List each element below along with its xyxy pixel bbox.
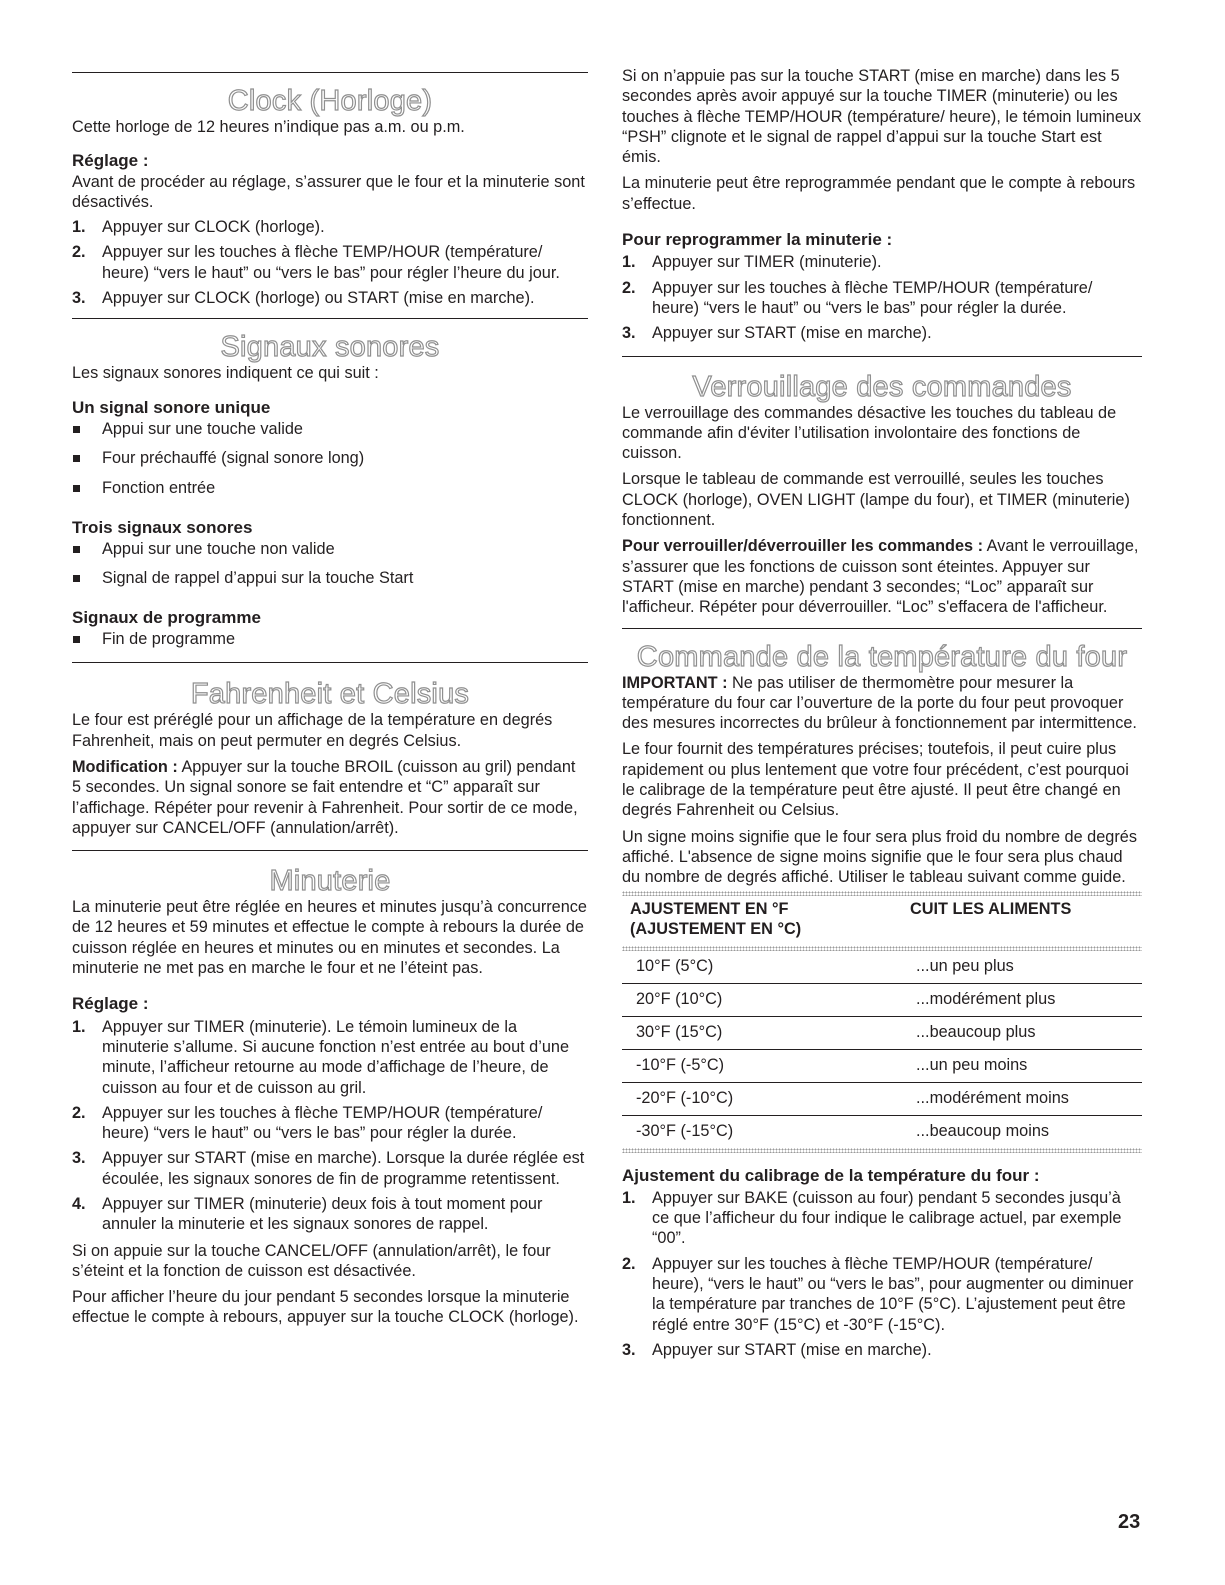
- page-number: 23: [1118, 1511, 1141, 1533]
- control-lock-section: [622, 356, 1142, 618]
- calibration-heading: Ajustement du calibrage de la température du four :: [622, 1165, 1040, 1185]
- table-header-adjustment: AJUSTEMENT EN °F (AJUSTEMENT EN °C): [630, 899, 802, 938]
- section-divider: [72, 72, 588, 73]
- clock-section: [72, 72, 588, 308]
- timer-start-reminder: Si on n’appuie pas sur la touche START (mise en marche) dans les 5 secondes après avoir appuyé sur la touche TIMER (minuterie) ou les touches à flèche TEMP/HOUR (température/ heure), le témoin lumineux “PSH” clignote et le signal de rappel d’appui sur la touche Start est émis.: [622, 67, 1142, 167]
- list-item: Appui sur une touche non valide: [72, 539, 588, 559]
- section-divider: [72, 318, 588, 319]
- clock-setting-intro: Avant de procéder au réglage, s’assurer que le four et la minuterie sont désactivés.: [72, 172, 585, 211]
- clock-title: Clock (Horloge): [227, 85, 433, 117]
- table-row: 10°F (5°C) ...un peu plus: [622, 951, 1142, 984]
- table-header-cooks: CUIT LES ALIMENTS: [910, 899, 1072, 918]
- list-item: 2. Appuyer sur les touches à flèche TEMP/HOUR (température/ heure) “vers le haut” ou “vers le bas” pour régler la durée.: [622, 278, 1093, 317]
- list-item: 1. Appuyer sur TIMER (minuterie). Le témoin lumineux de la minuterie s’allume. Si aucune fonction n’est entrée au bout d’une minute, l’afficheur retourne au mode d’affichage de l’heure, de cuisson au four et de cuisson au gril.: [72, 1017, 570, 1097]
- timer-steps: [72, 1017, 588, 1235]
- control-lock-title: Verrouillage des commandes: [692, 370, 1072, 403]
- timer-clock-text: Pour afficher l’heure du jour pendant 5 secondes lorsque la minuterie effectue le compte à rebours, appuyer sur la touche CLOCK (horloge).: [72, 1288, 579, 1327]
- list-item: 3. Appuyer sur START (mise en marche). Lorsque la durée réglée est écoulée, les signaux sonores de fin de programme retentissent.: [72, 1149, 585, 1188]
- clock-steps: [72, 217, 588, 308]
- control-lock-keys: Lorsque le tableau de commande est verrouillé, seules les touches CLOCK (horloge), OVEN LIGHT (lampe du four), et TIMER (minuterie) fonctionnent.: [622, 470, 1130, 530]
- clock-setting-heading: Réglage :: [72, 151, 149, 171]
- oven-temp-important: IMPORTANT : Ne pas utiliser de thermomètre pour mesurer la température du four car l’ouverture de la porte du four peut provoquer des mesures incorrectes du brûleur à fonctionnement par intermittence.: [622, 673, 1137, 733]
- clock-intro: Cette horloge de 12 heures n’indique pas a.m. ou p.m.: [72, 118, 465, 136]
- section-divider: [72, 662, 588, 663]
- timer-cancel-text: Si on appuie sur la touche CANCEL/OFF (annulation/arrêt), le four s’éteint et la fonction de cuisson est désactivée.: [72, 1241, 551, 1280]
- list-item: Fonction entrée: [72, 478, 588, 498]
- fahrenheit-modification: Modification : Appuyer sur la touche BROIL (cuisson au gril) pendant 5 secondes. Un signal sonore se fait entendre et “C” apparaît sur l’affichage. Répéter pour revenir à Fahrenheit. Pour sortir de ce mode, appuyer sur CANCEL/OFF (annulation/arrêt).: [72, 757, 578, 837]
- oven-temp-section: [622, 628, 1142, 1361]
- timer-setting-heading: Réglage :: [72, 994, 149, 1014]
- timer-reprogram-note: La minuterie peut être reprogrammée pendant que le compte à rebours s’effectue.: [622, 174, 1136, 213]
- calibration-table: [622, 896, 1142, 1148]
- list-item: Signal de rappel d’appui sur la touche Start: [72, 568, 588, 588]
- timer-reprogram-heading: Pour reprogrammer la minuterie :: [622, 230, 893, 250]
- right-column: [622, 0, 1142, 1360]
- timer-section: [72, 850, 588, 1328]
- table-bottom-rule: [622, 1148, 1142, 1153]
- single-tone-heading: Un signal sonore unique: [72, 397, 271, 417]
- fahrenheit-text: Le four est préréglé pour un affichage de la température en degrés Fahrenheit, mais on peut permuter en degrés Celsius.: [72, 711, 553, 750]
- oven-temp-sign-note: Un signe moins signifie que le four sera plus froid du nombre de degrés affiché. L'absence de signe moins signifie que le four sera plus chaud du nombre de degrés affiché. Utiliser le tableau suivant comme guide.: [622, 827, 1137, 887]
- three-tones-heading: Trois signaux sonores: [72, 517, 253, 537]
- list-item: 3. Appuyer sur START (mise en marche).: [622, 324, 932, 343]
- list-item: 2. Appuyer sur les touches à flèche TEMP/HOUR (température/ heure) “vers le haut” ou “vers le bas” pour régler la durée.: [72, 1103, 543, 1143]
- program-tones-list: [72, 629, 588, 649]
- table-row: -10°F (-5°C) ...un peu moins: [622, 1049, 1142, 1082]
- timer-reprogram-steps: [622, 252, 1142, 343]
- tones-title: Signaux sonores: [220, 331, 440, 364]
- list-item: 1. Appuyer sur BAKE (cuisson au four) pendant 5 secondes jusqu’à ce que l’afficheur du four indique le calibrage actuel, par exemple “00”.: [622, 1188, 1122, 1248]
- fahrenheit-title: Fahrenheit et Celsius: [190, 678, 470, 711]
- list-item: 3. Appuyer sur CLOCK (horloge) ou START (mise en marche).: [72, 289, 535, 308]
- list-item: Fin de programme: [72, 629, 588, 649]
- table-header-row: [622, 896, 1142, 946]
- list-item: 1. Appuyer sur CLOCK (horloge).: [72, 218, 325, 237]
- left-column: [72, 0, 588, 1328]
- list-item: 2. Appuyer sur les touches à flèche TEMP/HOUR (température/ heure) “vers le haut” ou “vers le bas” pour régler l’heure du jour.: [72, 243, 560, 282]
- section-divider: [622, 628, 1142, 629]
- list-item: Appui sur une touche valide: [72, 419, 588, 439]
- list-item: Four préchauffé (signal sonore long): [72, 448, 588, 468]
- table-row: -20°F (-10°C) ...modérément moins: [622, 1082, 1142, 1115]
- single-tone-list: [72, 419, 588, 498]
- timer-title: Minuterie: [269, 865, 391, 898]
- control-lock-howto: Pour verrouiller/déverrouiller les commandes : Avant le verrouillage, s’assurer que les fonctions de cuisson sont éteintes. Appuyer sur START (mise en marche) pendant 3 secondes; “Loc” apparaît sur l'afficheur. Répéter pour déverrouiller. “Loc” s'effacera de l'afficheur.: [622, 537, 1139, 617]
- timer-continued-section: [622, 0, 1142, 344]
- fahrenheit-section: [72, 662, 588, 838]
- section-divider: [622, 356, 1142, 357]
- three-tones-list: [72, 539, 588, 589]
- program-tones-heading: Signaux de programme: [72, 607, 261, 627]
- timer-intro: La minuterie peut être réglée en heures et minutes jusqu’à concurrence de 12 heures et 59 minutes et effectue le compte à rebours la durée de cuisson réglée en heures et minutes ou en minutes et secondes. La minuterie ne met pas en marche le four et ne l’éteint pas.: [72, 898, 587, 978]
- tones-section: [72, 318, 588, 649]
- section-divider: [72, 850, 588, 851]
- table-row: 20°F (10°C) ...modérément plus: [622, 983, 1142, 1016]
- oven-temp-title: Commande de la température du four: [636, 640, 1128, 673]
- control-lock-text: Le verrouillage des commandes désactive les touches du tableau de commande afin d'éviter l’utilisation involontaire des fonctions de cuisson.: [622, 403, 1117, 463]
- table-row: 30°F (15°C) ...beaucoup plus: [622, 1016, 1142, 1049]
- list-item: 4. Appuyer sur TIMER (minuterie) deux fois à tout moment pour annuler la minuterie et les signaux sonores de rappel.: [72, 1194, 543, 1234]
- table-row: -30°F (-15°C) ...beaucoup moins: [636, 1122, 1050, 1141]
- list-item: 1. Appuyer sur TIMER (minuterie).: [622, 253, 882, 272]
- tones-intro: Les signaux sonores indiquent ce qui suit :: [72, 364, 379, 383]
- list-item: 3. Appuyer sur START (mise en marche).: [622, 1340, 932, 1359]
- list-item: 2. Appuyer sur les touches à flèche TEMP/HOUR (température/ heure), “vers le haut” ou “vers le bas”, pour augmenter ou diminuer la température par tranches de 10°F (5°C). L’ajustement peut être réglé entre 30°F (15°C) et -30°F (-15°C).: [622, 1254, 1134, 1334]
- calibration-steps: [622, 1188, 1142, 1360]
- oven-temp-accuracy: Le four fournit des températures précises; toutefois, il peut cuire plus rapidement ou plus lentement que votre four précédent, c’est pourquoi le calibrage de la température peut être ajusté. Il peut être changé en degrés Fahrenheit ou Celsius.: [622, 740, 1129, 820]
